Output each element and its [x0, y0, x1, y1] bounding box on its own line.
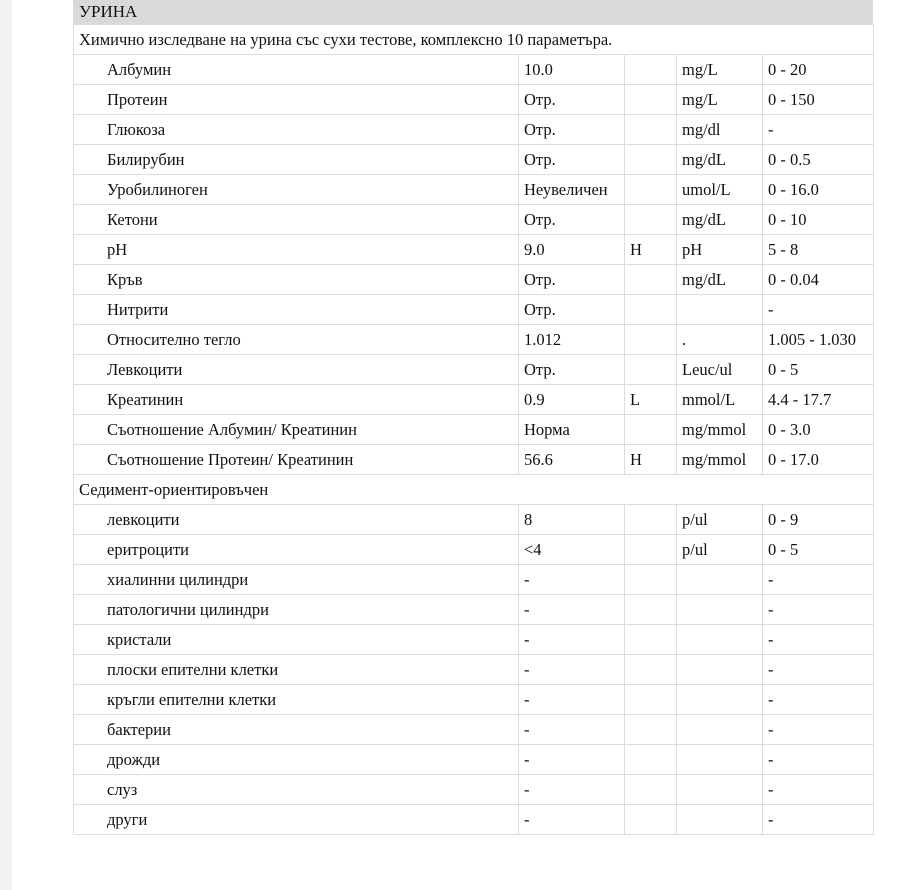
test-name-cell: Съотношение Албумин/ Креатинин [74, 415, 519, 445]
reference-range-cell: 0 - 16.0 [763, 175, 874, 205]
test-name-cell: хиалинни цилиндри [74, 565, 519, 595]
table-row [74, 115, 874, 145]
test-name-cell: еритроцити [74, 535, 519, 565]
table-row [74, 505, 874, 535]
table-row [74, 355, 874, 385]
table-row [74, 595, 874, 625]
table-row [74, 445, 874, 475]
test-name-cell: Относително тегло [74, 325, 519, 355]
urine-results-panel [73, 0, 873, 835]
result-flag-cell [625, 655, 677, 685]
result-value-cell: 56.6 [519, 445, 625, 475]
unit-cell [677, 745, 763, 775]
group-title: Седимент-ориентировъчен [74, 475, 874, 505]
section-title: УРИНА [73, 0, 873, 24]
reference-range-cell: - [763, 655, 874, 685]
reference-range-cell: - [763, 595, 874, 625]
result-value-cell: 0.9 [519, 385, 625, 415]
group-header-row [74, 475, 874, 505]
unit-cell [677, 565, 763, 595]
test-name-cell: Албумин [74, 55, 519, 85]
result-value-cell: - [519, 565, 625, 595]
result-flag-cell [625, 265, 677, 295]
result-flag-cell [625, 685, 677, 715]
result-flag-cell: L [625, 385, 677, 415]
test-name-cell: други [74, 805, 519, 835]
test-name-cell: pH [74, 235, 519, 265]
unit-cell [677, 685, 763, 715]
reference-range-cell: 0 - 5 [763, 535, 874, 565]
unit-cell: mg/dL [677, 265, 763, 295]
unit-cell: mmol/L [677, 385, 763, 415]
result-flag-cell [625, 55, 677, 85]
table-row [74, 775, 874, 805]
result-flag-cell [625, 325, 677, 355]
test-name-cell: Кетони [74, 205, 519, 235]
results-table-body [74, 25, 874, 835]
unit-cell [677, 805, 763, 835]
reference-range-cell: - [763, 715, 874, 745]
result-flag-cell [625, 565, 677, 595]
unit-cell [677, 295, 763, 325]
reference-range-cell: - [763, 805, 874, 835]
table-row [74, 295, 874, 325]
unit-cell: mg/dL [677, 145, 763, 175]
reference-range-cell: 0 - 3.0 [763, 415, 874, 445]
reference-range-cell: 0 - 150 [763, 85, 874, 115]
reference-range-cell: 0 - 20 [763, 55, 874, 85]
test-name-cell: Билирубин [74, 145, 519, 175]
result-value-cell: 1.012 [519, 325, 625, 355]
reference-range-cell: - [763, 775, 874, 805]
table-row [74, 415, 874, 445]
result-flag-cell [625, 205, 677, 235]
reference-range-cell: - [763, 625, 874, 655]
result-value-cell: - [519, 775, 625, 805]
test-name-cell: Протеин [74, 85, 519, 115]
result-flag-cell [625, 85, 677, 115]
result-flag-cell [625, 535, 677, 565]
test-name-cell: Креатинин [74, 385, 519, 415]
table-row [74, 805, 874, 835]
test-name-cell: Нитрити [74, 295, 519, 325]
result-value-cell: - [519, 595, 625, 625]
table-row [74, 55, 874, 85]
unit-cell: mg/L [677, 85, 763, 115]
reference-range-cell: - [763, 295, 874, 325]
result-flag-cell [625, 175, 677, 205]
result-value-cell: - [519, 805, 625, 835]
table-row [74, 145, 874, 175]
result-flag-cell [625, 415, 677, 445]
unit-cell [677, 715, 763, 745]
test-name-cell: Глюкоза [74, 115, 519, 145]
test-name-cell: Съотношение Протеин/ Креатинин [74, 445, 519, 475]
reference-range-cell: - [763, 565, 874, 595]
result-flag-cell [625, 145, 677, 175]
test-name-cell: Кръв [74, 265, 519, 295]
group-header-row [74, 25, 874, 55]
unit-cell: p/ul [677, 535, 763, 565]
unit-cell: mg/L [677, 55, 763, 85]
test-name-cell: дрожди [74, 745, 519, 775]
unit-cell [677, 655, 763, 685]
table-row [74, 175, 874, 205]
result-value-cell: Отр. [519, 355, 625, 385]
result-flag-cell [625, 115, 677, 145]
unit-cell [677, 775, 763, 805]
table-row [74, 625, 874, 655]
result-value-cell: 9.0 [519, 235, 625, 265]
table-row [74, 565, 874, 595]
group-title: Химично изследване на урина със сухи тестове, комплексно 10 параметъра. [74, 25, 874, 55]
result-value-cell: - [519, 655, 625, 685]
result-flag-cell [625, 775, 677, 805]
table-row [74, 715, 874, 745]
unit-cell: mg/dL [677, 205, 763, 235]
result-value-cell: - [519, 715, 625, 745]
test-name-cell: кръгли епителни клетки [74, 685, 519, 715]
result-value-cell: Отр. [519, 205, 625, 235]
result-flag-cell [625, 595, 677, 625]
result-value-cell: Отр. [519, 145, 625, 175]
reference-range-cell: - [763, 115, 874, 145]
result-flag-cell [625, 805, 677, 835]
unit-cell: mg/mmol [677, 445, 763, 475]
reference-range-cell: 4.4 - 17.7 [763, 385, 874, 415]
result-value-cell: Отр. [519, 115, 625, 145]
result-value-cell: Отр. [519, 85, 625, 115]
test-name-cell: плоски епителни клетки [74, 655, 519, 685]
unit-cell: mg/mmol [677, 415, 763, 445]
result-value-cell: Норма [519, 415, 625, 445]
unit-cell: pH [677, 235, 763, 265]
table-row [74, 235, 874, 265]
result-value-cell: - [519, 625, 625, 655]
table-row [74, 655, 874, 685]
result-flag-cell [625, 715, 677, 745]
table-row [74, 85, 874, 115]
result-flag-cell [625, 625, 677, 655]
table-row [74, 325, 874, 355]
reference-range-cell: 0 - 10 [763, 205, 874, 235]
result-flag-cell [625, 505, 677, 535]
table-row [74, 385, 874, 415]
result-flag-cell [625, 355, 677, 385]
result-value-cell: - [519, 745, 625, 775]
test-name-cell: бактерии [74, 715, 519, 745]
table-row [74, 745, 874, 775]
table-row [74, 205, 874, 235]
reference-range-cell: 5 - 8 [763, 235, 874, 265]
reference-range-cell: 0 - 17.0 [763, 445, 874, 475]
reference-range-cell: - [763, 745, 874, 775]
unit-cell: umol/L [677, 175, 763, 205]
table-row [74, 265, 874, 295]
test-name-cell: Левкоцити [74, 355, 519, 385]
unit-cell [677, 595, 763, 625]
result-value-cell: Неувеличен [519, 175, 625, 205]
result-value-cell: Отр. [519, 295, 625, 325]
reference-range-cell: 0 - 0.04 [763, 265, 874, 295]
result-flag-cell [625, 295, 677, 325]
reference-range-cell: - [763, 685, 874, 715]
test-name-cell: кристали [74, 625, 519, 655]
test-name-cell: слуз [74, 775, 519, 805]
result-value-cell: - [519, 685, 625, 715]
result-value-cell: <4 [519, 535, 625, 565]
reference-range-cell: 0 - 5 [763, 355, 874, 385]
results-table [73, 24, 874, 835]
unit-cell: mg/dl [677, 115, 763, 145]
left-edge-strip [0, 0, 12, 890]
unit-cell: p/ul [677, 505, 763, 535]
test-name-cell: Уробилиноген [74, 175, 519, 205]
table-row [74, 685, 874, 715]
test-name-cell: левкоцити [74, 505, 519, 535]
reference-range-cell: 0 - 9 [763, 505, 874, 535]
unit-cell: . [677, 325, 763, 355]
unit-cell: Leuc/ul [677, 355, 763, 385]
result-value-cell: Отр. [519, 265, 625, 295]
reference-range-cell: 0 - 0.5 [763, 145, 874, 175]
result-flag-cell: H [625, 445, 677, 475]
result-flag-cell [625, 745, 677, 775]
reference-range-cell: 1.005 - 1.030 [763, 325, 874, 355]
table-row [74, 535, 874, 565]
result-flag-cell: H [625, 235, 677, 265]
result-value-cell: 8 [519, 505, 625, 535]
unit-cell [677, 625, 763, 655]
result-value-cell: 10.0 [519, 55, 625, 85]
test-name-cell: патологични цилиндри [74, 595, 519, 625]
